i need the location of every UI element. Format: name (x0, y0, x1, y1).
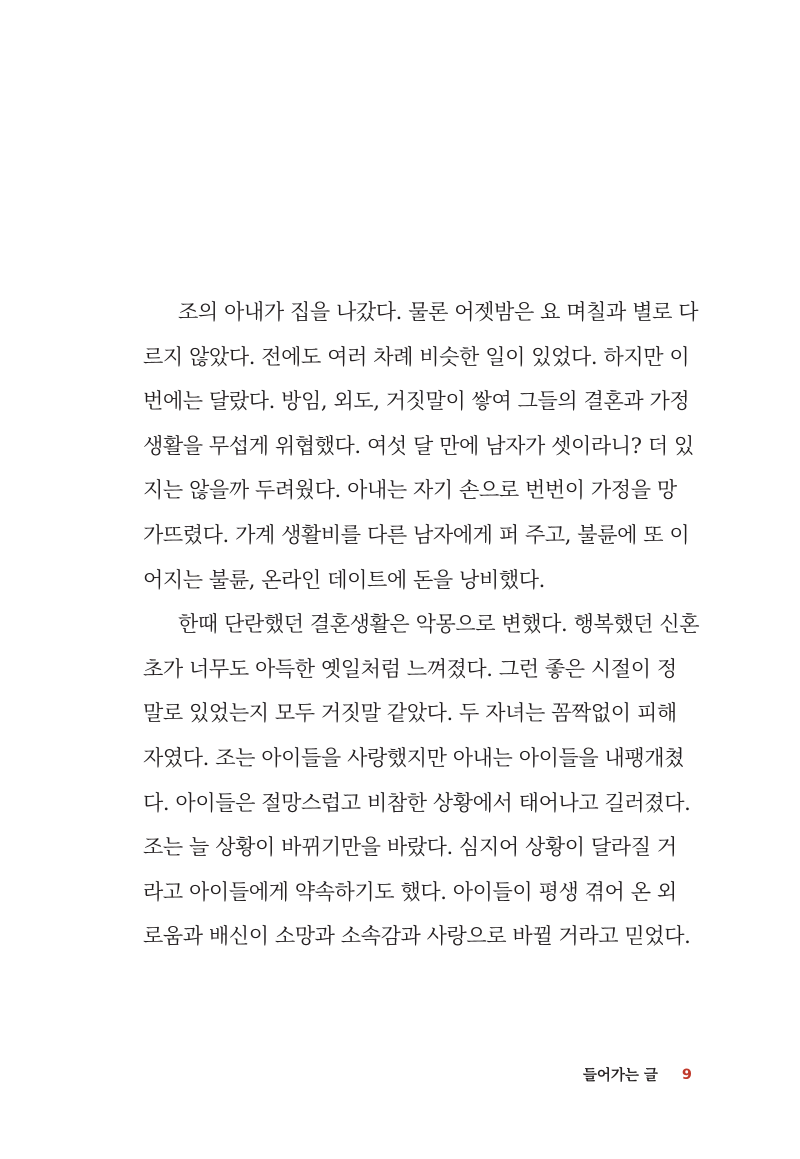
paragraph-2-line-5: 다. 아이들은 절망스럽고 비참한 상황에서 태어나고 길러졌다. (143, 790, 691, 815)
paragraph-2-line-1: 한때 단란했던 결혼생활은 악몽으로 변했다. 행복했던 신혼 (178, 612, 700, 637)
paragraph-2-line-8: 로움과 배신이 소망과 소속감과 사랑으로 바뀔 거라고 믿었다. (143, 924, 691, 949)
page-number: 9 (681, 1066, 692, 1083)
paragraph-2-line-7: 라고 아이들에게 약속하기도 했다. 아이들이 평생 겪어 온 외 (143, 879, 677, 904)
paragraph-1-line-1: 조의 아내가 집을 나갔다. 물론 어젯밤은 요 며칠과 별로 다 (178, 300, 699, 324)
paragraph-2-line-4: 자였다. 조는 아이들을 사랑했지만 아내는 아이들을 내팽개쳤 (143, 745, 685, 770)
paragraph-1-line-4: 생활을 무섭게 위협했다. 여섯 달 만에 남자가 셋이라니? 더 있 (143, 433, 694, 458)
paragraph-1-line-7: 어지는 불륜, 온라인 데이트에 돈을 낭비했다. (143, 567, 545, 592)
paragraph-1-line-2: 르지 않았다. 전에도 여러 차례 비슷한 일이 있었다. 하지만 이 (143, 344, 690, 369)
paragraph-2-line-3: 말로 있었는지 모두 거짓말 같았다. 두 자녀는 꼼짝없이 피해 (143, 701, 677, 726)
paragraph-1-line-6: 가뜨렸다. 가계 생활비를 다른 남자에게 퍼 주고, 불륜에 또 이 (143, 522, 690, 547)
page-footer (583, 1064, 692, 1085)
paragraph-2-line-2: 초가 너무도 아득한 옛일처럼 느껴졌다. 그런 좋은 시절이 정 (143, 656, 677, 681)
body-text (143, 290, 713, 959)
paragraph-2-line-6: 조는 늘 상황이 바뀌기만을 바랐다. 심지어 상황이 달라질 거 (143, 835, 677, 860)
running-title: 들어가는 글 (582, 1068, 658, 1084)
paragraph-1-line-5: 지는 않을까 두려웠다. 아내는 자기 손으로 번번이 가정을 망 (143, 478, 677, 503)
paragraph-1-line-3: 번에는 달랐다. 방임, 외도, 거짓말이 쌓여 그들의 결혼과 가정 (143, 389, 690, 414)
